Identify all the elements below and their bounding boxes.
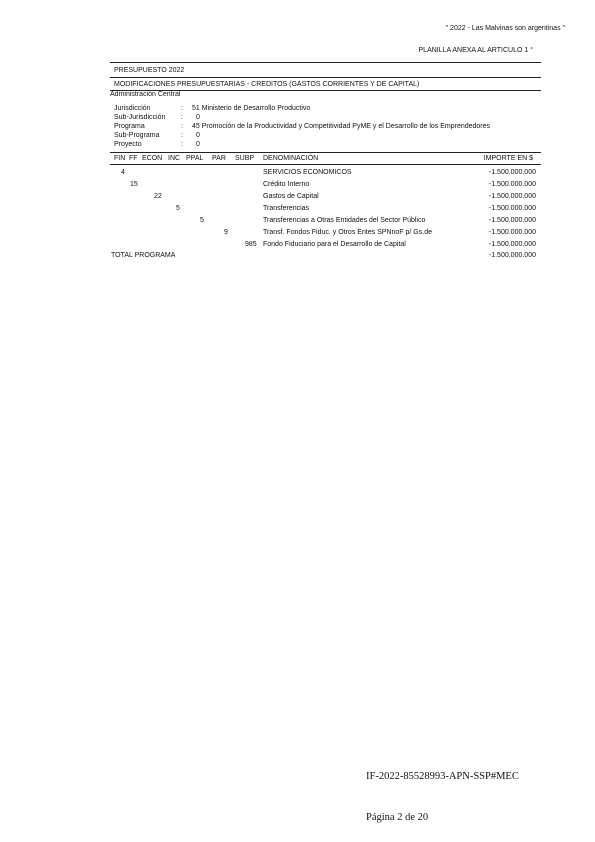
row-code: 22 — [154, 193, 162, 200]
row-denominacion: Crédito Interno — [263, 181, 310, 188]
info-value-jurisdiccion: 51 Ministerio de Desarrollo Productivo — [192, 105, 311, 112]
row-code: 9 — [224, 229, 228, 236]
total-amount: -1.500.000.000 — [488, 252, 536, 259]
row-denominacion: Transferencias — [263, 205, 310, 212]
divider — [110, 152, 541, 153]
info-value-sub-jurisdiccion: 0 — [196, 114, 200, 121]
row-amount: -1.500.000.000 — [488, 241, 536, 248]
divider — [110, 77, 541, 78]
col-header-ff: FF — [129, 155, 138, 162]
total-label: TOTAL PROGRAMA — [111, 252, 176, 259]
row-code: 15 — [130, 181, 138, 188]
info-value-proyecto: 0 — [196, 141, 200, 148]
row-code: 4 — [121, 169, 125, 176]
col-header-subp: SUBP — [235, 155, 255, 162]
info-label-programa: Programa — [114, 123, 145, 130]
row-amount: -1.500.000.000 — [488, 169, 536, 176]
col-header-ppal: PPAL — [186, 155, 204, 162]
col-header-fin: FIN — [114, 155, 126, 162]
row-amount: -1.500.000.000 — [488, 205, 536, 212]
row-denominacion: Transferencias a Otras Entidades del Sector Público — [263, 217, 426, 224]
col-header-econ: ECON — [142, 155, 163, 162]
info-sep: : — [181, 141, 183, 148]
info-sep: : — [181, 123, 183, 130]
info-sep: : — [181, 132, 183, 139]
info-sep: : — [181, 114, 183, 121]
document-id: IF-2022-85528993-APN-SSP#MEC — [366, 771, 519, 782]
col-header-importe: IMPORTE EN $ — [483, 155, 533, 162]
info-label-sub-programa: Sub-Programa — [114, 132, 160, 139]
row-denominacion: SERVICIOS ECONOMICOS — [263, 169, 352, 176]
row-denominacion: Transf. Fondos Fiduc. y Otros Entes SPNnoF p/ Gs.de — [263, 229, 432, 236]
row-amount: -1.500.000.000 — [488, 217, 536, 224]
info-sep: : — [181, 105, 183, 112]
col-header-denominacion: DENOMINACIÓN — [263, 155, 319, 162]
row-code: 5 — [176, 205, 180, 212]
row-amount: -1.500.000.000 — [488, 229, 536, 236]
info-label-jurisdiccion: Jurisdicción — [114, 105, 151, 112]
row-code: 985 — [245, 241, 257, 248]
divider — [110, 164, 541, 165]
budget-subtitle: MODIFICACIONES PRESUPUESTARIAS - CREDITOS (GASTOS CORRIENTES Y DE CAPITAL) — [114, 81, 420, 88]
row-denominacion: Fondo Fiduciario para el Desarrollo de Capital — [263, 241, 406, 248]
header-slogan: " 2022 - Las Malvinas son argentinas " — [445, 25, 565, 32]
row-code: 5 — [200, 217, 204, 224]
info-value-programa: 45 Promoción de la Productividad y Competitividad PyME y el Desarrollo de los Emprendedores — [192, 123, 491, 130]
info-label-sub-jurisdiccion: Sub-Jurisdicción — [114, 114, 166, 121]
row-denominacion: Gastos de Capital — [263, 193, 319, 200]
info-label-proyecto: Proyecto — [114, 141, 142, 148]
admin-label: Administración Central — [110, 91, 181, 98]
row-amount: -1.500.000.000 — [488, 181, 536, 188]
col-header-inc: INC — [168, 155, 181, 162]
budget-title: PRESUPUESTO 2022 — [114, 67, 185, 74]
divider — [110, 62, 541, 63]
row-amount: -1.500.000.000 — [488, 193, 536, 200]
info-value-sub-programa: 0 — [196, 132, 200, 139]
page-number: Página 2 de 20 — [366, 812, 429, 823]
col-header-par: PAR — [212, 155, 226, 162]
annex-title: PLANILLA ANEXA AL ARTICULO 1 ° — [418, 47, 533, 54]
